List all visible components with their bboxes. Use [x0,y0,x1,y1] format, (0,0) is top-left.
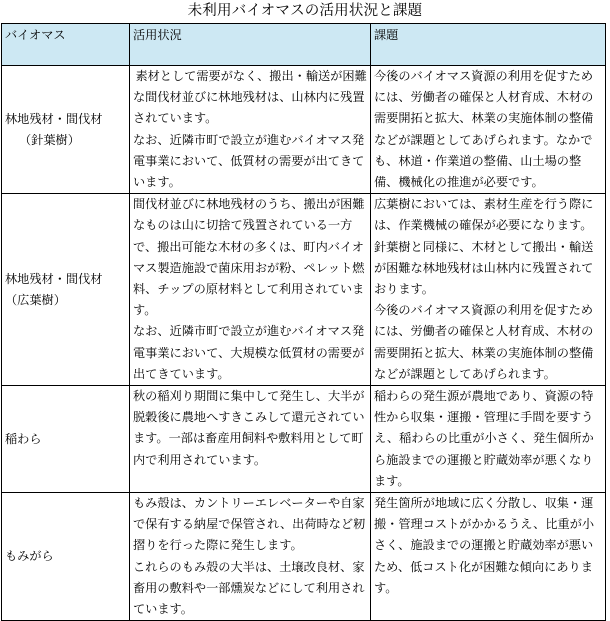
issues-paragraph: 今後のバイオマス資源の利用を促すためには、労働者の確保と人材育成、木材の需要開拓と拡大、林業の実施体制の整備などが課題としてあげられます。なかでも、林道・作業道の整備、山土場の整備、機械化の推進が必要です。 [374,69,594,190]
table-row [2,493,606,621]
table-row [2,66,606,194]
category-cell [2,66,130,194]
status-cell [130,194,371,386]
issues-cell [371,66,606,194]
category-line: （針葉樹） [19,132,80,147]
page-title: 未利用バイオマスの活用状況と課題 [187,3,423,19]
status-paragraph: なお、近隣市町で設立が進むバイオマス発電事業において、低質材の需要が出てきています。 [133,132,365,190]
issues-paragraph: 稲わらの発生源が農地であり、資源の特性から収集・運搬・管理に手間を要すうえ、稲わらの比重が小さく、発生個所から施設までの運搬と貯蔵効率が悪くなります。 [374,389,594,488]
status-paragraph: 間伐材並びに林地残材のうち、搬出が困難なものは山に切捨て残置されている一方で、搬出可能な木材の多くは、町内バイオマス製造施設で菌床用おが粉、ペレット燃料、チップの原材料として利用されています。 [133,197,365,318]
issues-cell [371,386,606,493]
table-row [2,386,606,493]
status-paragraph: 素材として需要がなく、搬出・輸送が困難な間伐材並びに林地残材は、山林内に残置されています。 [133,69,367,126]
status-paragraph: なお、近隣市町で設立が進むバイオマス発電事業において、大規模な低質材の需要が出てきています。 [133,324,365,381]
issues-paragraph: 今後のバイオマス資源の利用を促すためには、労働者の確保と人材育成、木材の需要開拓と拡大、林業の実施体制の整備などが課題としてあげられます。 [374,303,594,381]
status-paragraph: 秋の稲刈り期間に集中して発生し、大半が脱穀後に農地へすきこみして還元されています。一部は畜産用飼料や敷料用として町内で利用されています。 [133,389,365,467]
table-row [2,194,606,386]
biomass-table [1,23,606,621]
header-status: 活用状況 [130,24,371,66]
header-biomass: バイオマス [2,24,130,66]
issues-paragraph: 発生箇所が地域に広く分散し、収集・運搬・管理コストがかかるうえ、比重が小さく、施設までの運搬と貯蔵効率が悪いため、低コスト化が困難な傾向にあります。 [374,496,595,595]
category-cell [2,194,130,386]
status-cell [130,493,371,621]
status-paragraph: もみ殻は、カントリーエレベーターや自家で保有する納屋で保管され、出荷時など籾摺りを行った際に発生します。 [133,496,366,553]
issues-cell [371,493,606,621]
category-cell [2,386,130,493]
category-cell [2,493,130,621]
category-line: 林地残材・間伐材 [5,111,103,126]
category-line: もみがら [5,549,54,564]
status-cell [130,386,371,493]
header-issues: 課題 [371,24,606,66]
issues-cell [371,194,606,386]
status-cell [130,66,371,194]
status-paragraph: これらのもみ殻の大半は、土壌改良材、家畜用の敷料や一部燻炭などにして利用されています。 [133,559,365,617]
issues-paragraph: 広葉樹においては、素材生産を行う際には、作業機械の確保が必要になります。 [374,197,594,233]
category-line: 林地残材・間伐材 [5,271,103,286]
category-line: （広葉樹） [5,292,66,307]
issues-paragraph: 針葉樹と同様に、木材として搬出・輸送が困難な林地残材は山林内に残置されております。 [374,239,594,297]
table-header-row [2,24,606,66]
category-line: 稲わら [5,431,42,446]
